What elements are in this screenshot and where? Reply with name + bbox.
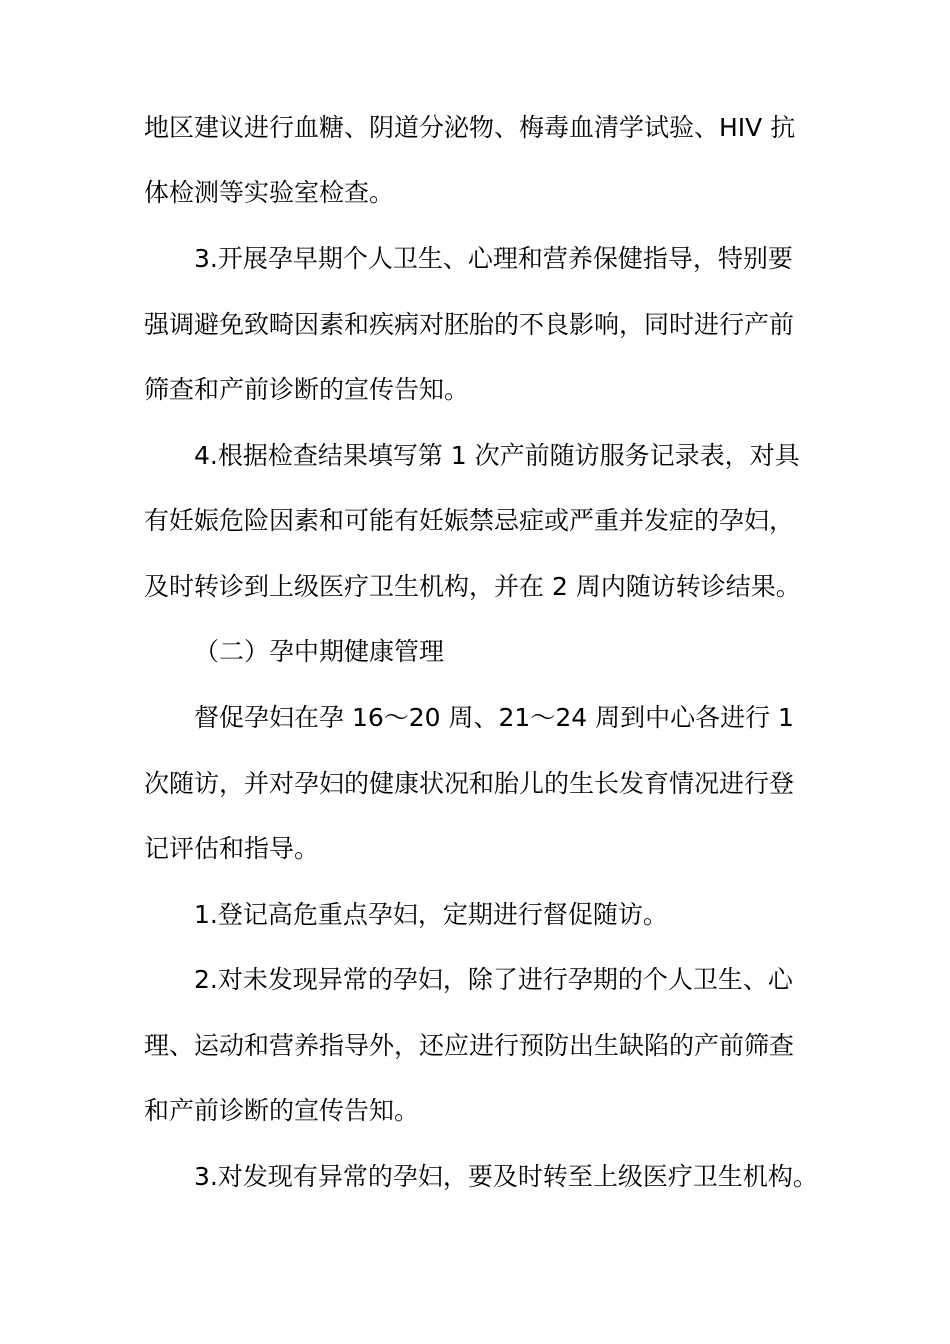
- text-line: 3.对发现有异常的孕妇，要及时转至上级医疗卫生机构。: [194, 1162, 818, 1191]
- text-line: 1.登记高危重点孕妇，定期进行督促随访。: [194, 900, 668, 929]
- text-line: 强调避免致畸因素和疾病对胚胎的不良影响，同时进行产前: [144, 310, 795, 339]
- text-line: 4.根据检查结果填写第 1 次产前随访服务记录表，对具: [194, 441, 800, 470]
- text-line: 有妊娠危险因素和可能有妊娠禁忌症或严重并发症的孕妇，: [144, 506, 795, 535]
- text-line: 2.对未发现异常的孕妇，除了进行孕期的个人卫生、心: [194, 965, 793, 994]
- text-line: 次随访，并对孕妇的健康状况和胎儿的生长发育情况进行登: [144, 769, 795, 798]
- text-line: 筛查和产前诊断的宣传告知。: [144, 375, 470, 404]
- text-line: 3.开展孕早期个人卫生、心理和营养保健指导，特别要: [194, 244, 793, 273]
- section-heading: （二）孕中期健康管理: [194, 637, 445, 666]
- text-line: 理、运动和营养指导外，还应进行预防出生缺陷的产前筛查: [144, 1031, 795, 1060]
- text-line: 记评估和指导。: [144, 834, 320, 863]
- text-line: 和产前诊断的宣传告知。: [144, 1096, 420, 1125]
- text-line: 地区建议进行血糖、阴道分泌物、梅毒血清学试验、HIV 抗: [144, 113, 796, 142]
- text-line: 体检测等实验室检查。: [144, 178, 395, 207]
- text-line: 及时转诊到上级医疗卫生机构，并在 2 周内随访转诊结果。: [144, 572, 801, 601]
- text-line: 督促孕妇在孕 16～20 周、21～24 周到中心各进行 1: [194, 703, 794, 732]
